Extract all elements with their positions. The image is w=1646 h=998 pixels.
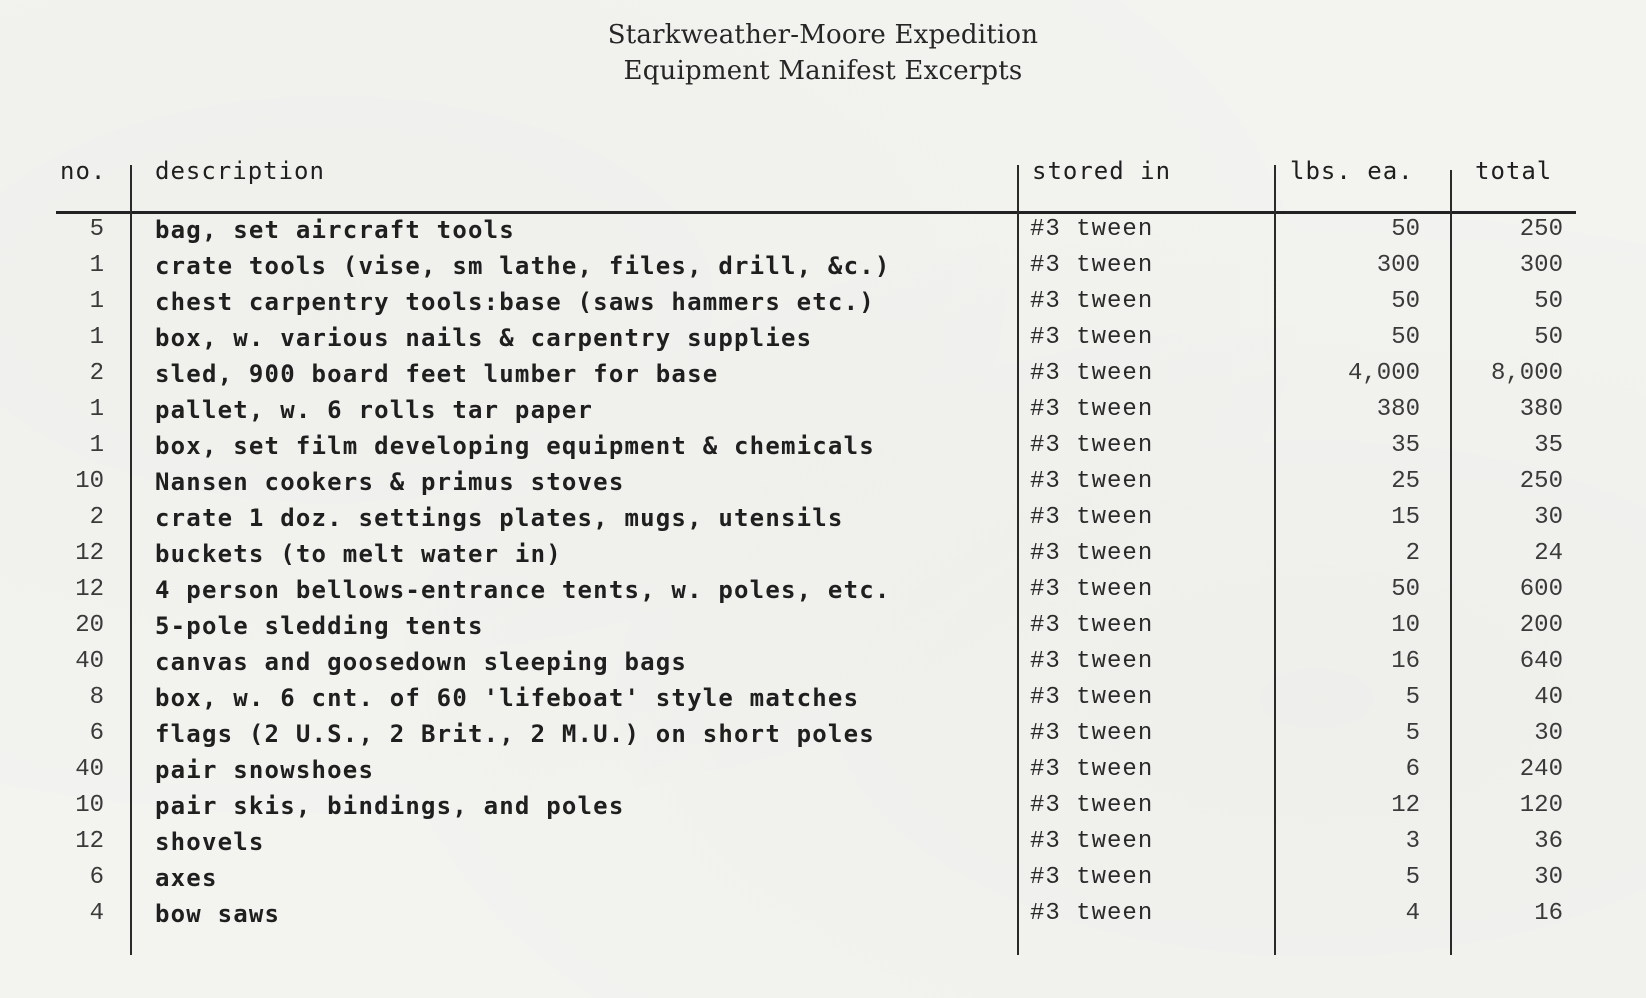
item-description: canvas and goosedown sleeping bags [155, 648, 688, 676]
item-description: axes [155, 864, 218, 892]
document-subtitle: Equipment Manifest Excerpts [623, 56, 1023, 86]
item-description: box, set film developing equipment & chemicals [155, 432, 875, 460]
item-weight-total: 30 [1534, 864, 1563, 891]
item-weight-each: 2 [1405, 540, 1420, 567]
item-description: Nansen cookers & primus stoves [155, 468, 625, 496]
item-description: chest carpentry tools:base (saws hammers etc.) [155, 288, 875, 316]
item-weight-total: 36 [1534, 828, 1563, 855]
item-weight-total: 200 [1519, 612, 1563, 639]
item-storage: #3 tween [1030, 828, 1154, 855]
header-rule [56, 211, 1576, 214]
item-count: 40 [75, 756, 104, 783]
table-row [0, 684, 1646, 720]
item-storage: #3 tween [1030, 612, 1154, 639]
item-description: sled, 900 board feet lumber for base [155, 360, 719, 388]
table-row [0, 648, 1646, 684]
item-weight-each: 300 [1376, 252, 1420, 279]
item-weight-each: 50 [1391, 288, 1420, 315]
column-header-total: total [1475, 157, 1553, 185]
item-storage: #3 tween [1030, 576, 1154, 603]
item-description: bow saws [155, 900, 281, 928]
item-storage: #3 tween [1030, 288, 1154, 315]
item-weight-each: 25 [1391, 468, 1420, 495]
item-weight-total: 120 [1519, 792, 1563, 819]
item-weight-total: 380 [1519, 396, 1563, 423]
item-storage: #3 tween [1030, 360, 1154, 387]
item-storage: #3 tween [1030, 504, 1154, 531]
item-weight-each: 5 [1405, 720, 1420, 747]
item-storage: #3 tween [1030, 720, 1154, 747]
item-count: 2 [89, 360, 104, 387]
item-count: 20 [75, 612, 104, 639]
item-weight-total: 30 [1534, 720, 1563, 747]
item-count: 12 [75, 540, 104, 567]
item-weight-total: 240 [1519, 756, 1563, 783]
item-storage: #3 tween [1030, 432, 1154, 459]
item-description: pair snowshoes [155, 756, 375, 784]
table-row [0, 540, 1646, 576]
table-row [0, 504, 1646, 540]
table-row [0, 720, 1646, 756]
item-weight-each: 12 [1391, 792, 1420, 819]
item-weight-each: 15 [1391, 504, 1420, 531]
table-row [0, 900, 1646, 936]
item-count: 1 [89, 396, 104, 423]
item-weight-each: 5 [1405, 684, 1420, 711]
table-row [0, 792, 1646, 828]
item-count: 40 [75, 648, 104, 675]
column-header-no: no. [60, 157, 107, 185]
item-weight-total: 250 [1519, 468, 1563, 495]
item-description: pallet, w. 6 rolls tar paper [155, 396, 594, 424]
item-weight-each: 4,000 [1347, 360, 1420, 387]
item-weight-each: 50 [1391, 216, 1420, 243]
item-storage: #3 tween [1030, 864, 1154, 891]
item-count: 5 [89, 216, 104, 243]
item-count: 8 [89, 684, 104, 711]
item-description: 4 person bellows-entrance tents, w. poles, etc. [155, 576, 891, 604]
item-storage: #3 tween [1030, 900, 1154, 927]
item-storage: #3 tween [1030, 252, 1154, 279]
item-storage: #3 tween [1030, 540, 1154, 567]
table-row [0, 612, 1646, 648]
item-weight-total: 40 [1534, 684, 1563, 711]
column-header-stored-in: stored in [1032, 157, 1172, 185]
item-storage: #3 tween [1030, 468, 1154, 495]
column-header-description: description [155, 157, 325, 185]
item-description: crate tools (vise, sm lathe, files, drill, &c.) [155, 252, 891, 280]
table-row [0, 360, 1646, 396]
item-storage: #3 tween [1030, 648, 1154, 675]
item-weight-total: 250 [1519, 216, 1563, 243]
item-count: 1 [89, 252, 104, 279]
item-count: 10 [75, 468, 104, 495]
item-weight-each: 4 [1405, 900, 1420, 927]
item-count: 12 [75, 828, 104, 855]
table-row [0, 864, 1646, 900]
item-weight-total: 24 [1534, 540, 1563, 567]
item-storage: #3 tween [1030, 216, 1154, 243]
item-description: flags (2 U.S., 2 Brit., 2 M.U.) on short poles [155, 720, 875, 748]
item-count: 4 [89, 900, 104, 927]
item-weight-total: 35 [1534, 432, 1563, 459]
item-description: bag, set aircraft tools [155, 216, 515, 244]
column-header-lbs-each: lbs. ea. [1290, 157, 1414, 185]
item-count: 1 [89, 288, 104, 315]
item-weight-each: 6 [1405, 756, 1420, 783]
item-count: 1 [89, 432, 104, 459]
item-weight-total: 300 [1519, 252, 1563, 279]
item-description: buckets (to melt water in) [155, 540, 562, 568]
item-weight-each: 35 [1391, 432, 1420, 459]
item-count: 2 [89, 504, 104, 531]
item-storage: #3 tween [1030, 684, 1154, 711]
item-weight-total: 640 [1519, 648, 1563, 675]
item-description: 5-pole sledding tents [155, 612, 484, 640]
table-row [0, 252, 1646, 288]
table-row [0, 576, 1646, 612]
table-row [0, 396, 1646, 432]
table-row [0, 468, 1646, 504]
item-weight-each: 50 [1391, 576, 1420, 603]
item-weight-total: 16 [1534, 900, 1563, 927]
item-description: crate 1 doz. settings plates, mugs, utensils [155, 504, 844, 532]
table-row [0, 756, 1646, 792]
document-title: Starkweather-Moore Expedition [607, 20, 1039, 50]
item-storage: #3 tween [1030, 396, 1154, 423]
item-description: shovels [155, 828, 265, 856]
item-description: box, w. 6 cnt. of 60 'lifeboat' style matches [155, 684, 860, 712]
item-weight-total: 8,000 [1490, 360, 1563, 387]
item-count: 10 [75, 792, 104, 819]
table-row [0, 828, 1646, 864]
item-weight-total: 600 [1519, 576, 1563, 603]
item-weight-total: 30 [1534, 504, 1563, 531]
item-storage: #3 tween [1030, 756, 1154, 783]
item-weight-each: 16 [1391, 648, 1420, 675]
item-count: 6 [89, 720, 104, 747]
table-row [0, 288, 1646, 324]
table-row [0, 216, 1646, 252]
item-weight-each: 50 [1391, 324, 1420, 351]
item-count: 12 [75, 576, 104, 603]
item-weight-each: 380 [1376, 396, 1420, 423]
item-description: box, w. various nails & carpentry supplies [155, 324, 813, 352]
table-row [0, 324, 1646, 360]
item-weight-each: 5 [1405, 864, 1420, 891]
item-storage: #3 tween [1030, 792, 1154, 819]
table-row [0, 432, 1646, 468]
item-description: pair skis, bindings, and poles [155, 792, 625, 820]
item-weight-total: 50 [1534, 288, 1563, 315]
item-storage: #3 tween [1030, 324, 1154, 351]
item-weight-total: 50 [1534, 324, 1563, 351]
item-count: 1 [89, 324, 104, 351]
item-weight-each: 3 [1405, 828, 1420, 855]
item-weight-each: 10 [1391, 612, 1420, 639]
item-count: 6 [89, 864, 104, 891]
